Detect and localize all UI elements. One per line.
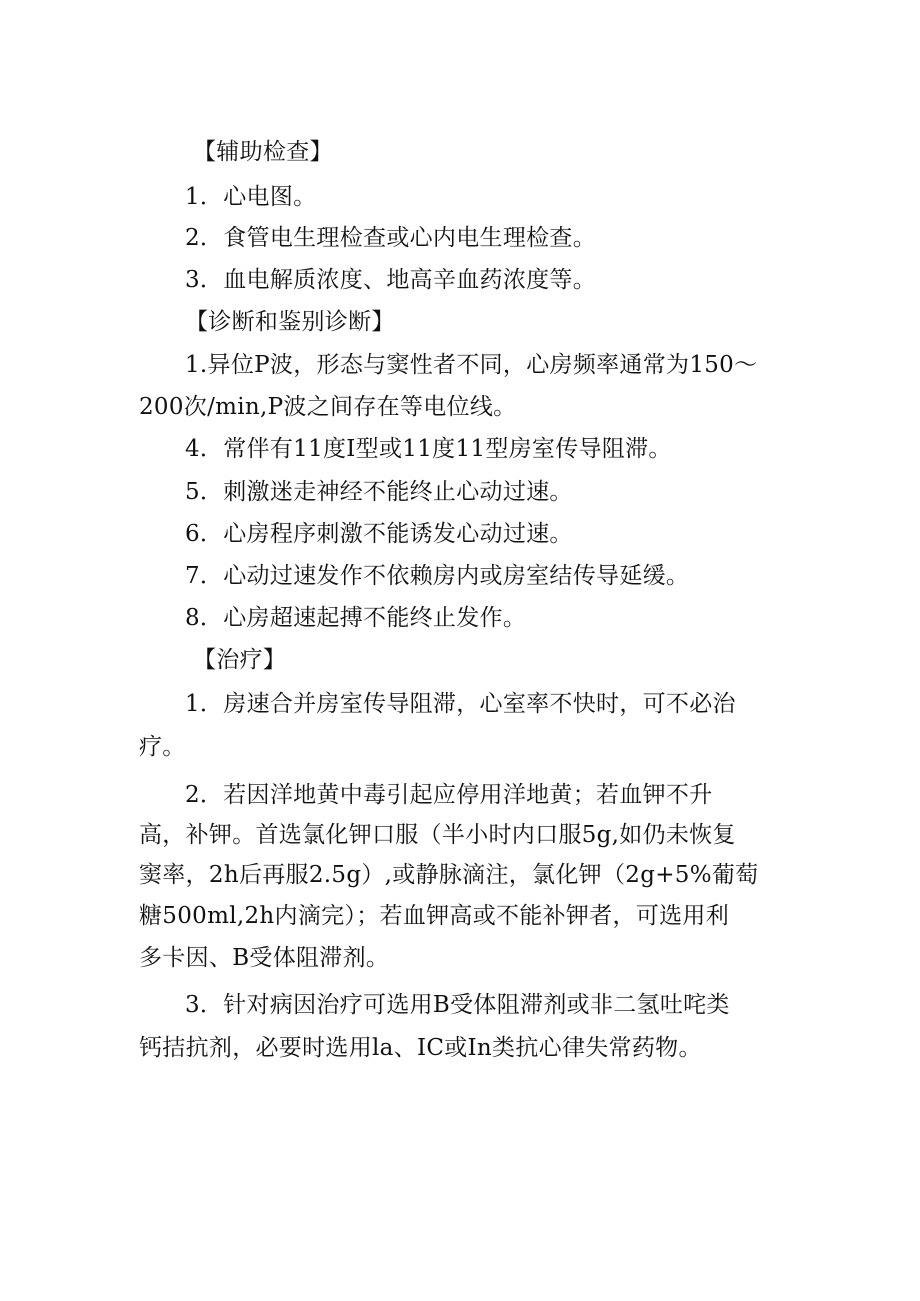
paragraph-line: 4．常伴有11度I型或11度11型房室传导阻滞。: [185, 436, 672, 462]
paragraph-line: 3．血电解质浓度、地高辛血药浓度等。: [185, 267, 597, 293]
section-heading-treatment: 【治疗】: [193, 647, 287, 673]
paragraph-line: 1．心电图。: [185, 184, 317, 210]
paragraph-line: 多卡因、B受体阻滞剂。: [139, 945, 390, 971]
section-heading-diagnosis: 【诊断和鉴别诊断】: [185, 309, 395, 335]
paragraph-line: 1．房速合并房室传导阻滞，心室率不快时，可不必治: [185, 691, 736, 717]
paragraph-line: 8．心房超速起搏不能终止发作。: [185, 605, 527, 631]
paragraph-line: 7．心动过速发作不依赖房内或房室结传导延缓。: [185, 563, 690, 589]
paragraph-line: 3．针对病因治疗可选用B受体阻滞剂或非二氢吐咤类: [185, 992, 730, 1018]
paragraph-line: 5．刺激迷走神经不能终止心动过速。: [185, 479, 573, 505]
paragraph-line: 1.异位P波，形态与窦性者不同，心房频率通常为150～: [185, 352, 758, 378]
paragraph-line: 疗。: [139, 734, 186, 760]
paragraph-line: 糖500ml,2h内滴完）；若血钾高或不能补钾者，可选用利: [139, 903, 730, 929]
paragraph-line: 2．若因洋地黄中毒引起应停用洋地黄；若血钾不升: [185, 782, 713, 808]
paragraph-line: 高，补钾。首选氯化钾口服（半小时内口服5g,如仍未恢复: [139, 822, 736, 848]
paragraph-line: 6．心房程序刺激不能诱发心动过速。: [185, 521, 573, 547]
paragraph-line: 2．食管电生理检查或心内电生理检查。: [185, 225, 597, 251]
section-heading-auxiliary-exam: 【辅助检查】: [193, 139, 333, 165]
paragraph-line: 钙拮抗剂，必要时选用la、IC或In类抗心律失常药物。: [139, 1035, 702, 1061]
paragraph-line: 窦率，2h后再服2.5g）,或静脉滴注，氯化钾（2g+5%葡萄: [139, 862, 759, 888]
paragraph-line: 200次/min,P波之间存在等电位线。: [139, 394, 517, 420]
